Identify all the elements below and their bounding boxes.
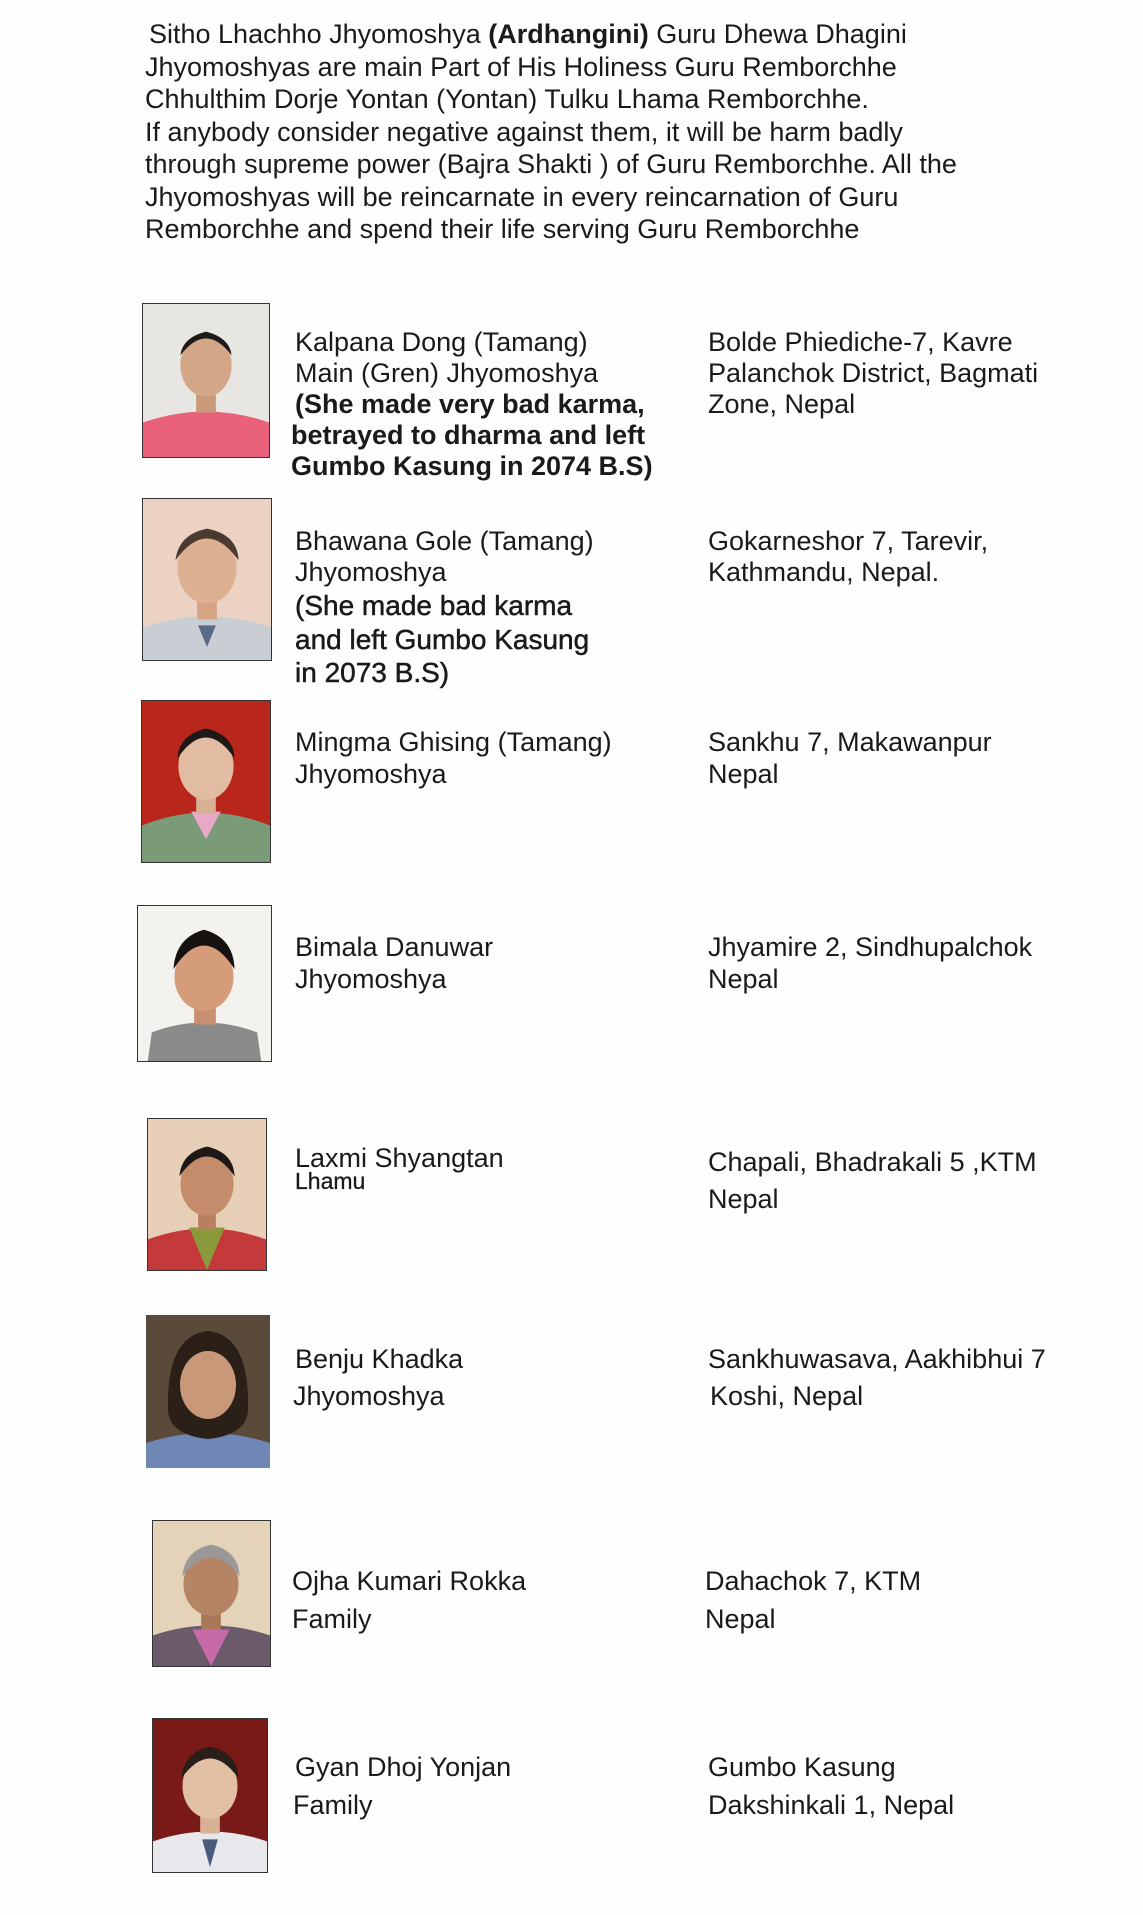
intro-line-2: Jhyomoshyas are main Part of His Holiness Guru Remborchhe (145, 51, 897, 82)
person-name-block (295, 1341, 675, 1415)
person-name-block (292, 1562, 672, 1638)
person-address-block (708, 726, 1128, 790)
person-name: Bhawana Gole (Tamang) (295, 526, 594, 556)
person-name-block (295, 526, 675, 689)
person-photo (152, 1520, 271, 1667)
person-name: Kalpana Dong (Tamang) (295, 327, 588, 357)
address-line: Bolde Phiediche-7, Kavre (708, 327, 1013, 357)
person-role: Lhamu (295, 1168, 366, 1194)
address-line: Dakshinkali 1, Nepal (708, 1790, 955, 1820)
address-line: Sankhu 7, Makawanpur (708, 727, 992, 757)
person-note-line: Gumbo Kasung in 2074 B.S) (291, 451, 653, 481)
intro-line-6: Jhyomoshyas will be reincarnate in every reincarnation of Guru (145, 181, 899, 212)
address-line: Nepal (708, 759, 779, 789)
person-role: Main (Gren) Jhyomoshya (295, 358, 599, 388)
person-photo (146, 1315, 270, 1468)
intro-line-4: If anybody consider negative against them, it will be harm badly (145, 116, 903, 147)
portrait-image (148, 1119, 266, 1270)
address-line: Nepal (705, 1604, 776, 1634)
person-photo (141, 700, 271, 863)
address-line: Gumbo Kasung (708, 1752, 896, 1782)
address-line: Dahachok 7, KTM (705, 1566, 922, 1596)
person-role: Family (292, 1604, 372, 1634)
address-line: Sankhuwasava, Aakhibhui 7 (708, 1344, 1046, 1374)
person-name: Mingma Ghising (Tamang) (295, 727, 612, 757)
address-line: Jhyamire 2, Sindhupalchok (708, 932, 1033, 962)
person-address-block (708, 1144, 1128, 1218)
portrait-image (143, 304, 269, 457)
portrait-image (143, 499, 271, 660)
person-address-block (708, 526, 1128, 588)
person-name: Bimala Danuwar (295, 932, 494, 962)
person-address-block (708, 1748, 1128, 1824)
person-name-block (291, 327, 675, 482)
address-line: Nepal (708, 964, 779, 994)
intro-line-7: Remborchhe and spend their life serving Guru Remborchhe (145, 214, 860, 244)
portrait-image (153, 1719, 267, 1872)
intro-line-1: Sitho Lhachho Jhyomoshya (Ardhangini) Guru Dhewa Dhagini (149, 19, 907, 49)
portrait-image (138, 906, 271, 1061)
person-photo (142, 303, 270, 458)
person-name: Ojha Kumari Rokka (292, 1566, 527, 1596)
intro-line-5: through supreme power (Bajra Shakti ) of Guru Remborchhe. All the (145, 149, 957, 179)
person-name-block (295, 1143, 675, 1194)
portrait-image (153, 1521, 270, 1666)
person-address-block (708, 1341, 1128, 1415)
person-photo (142, 498, 272, 661)
person-note-line: (She made very bad karma, (295, 389, 645, 419)
person-note-line: (She made bad karma (295, 590, 573, 621)
person-address-block (708, 327, 1128, 420)
person-role: Jhyomoshya (295, 759, 447, 789)
person-note-line: in 2073 B.S) (295, 657, 450, 688)
address-line: Palanchok District, Bagmati (708, 358, 1039, 388)
portrait-image (142, 701, 270, 862)
intro-paragraph (145, 18, 1045, 246)
person-role: Jhyomoshya (295, 557, 447, 587)
person-name-block (295, 726, 675, 790)
person-name: Laxmi Shyangtan (295, 1143, 504, 1173)
address-line: Kathmandu, Nepal. (708, 557, 940, 587)
address-line: Nepal (708, 1184, 779, 1214)
person-name: Gyan Dhoj Yonjan (295, 1752, 512, 1782)
address-line: Koshi, Nepal (710, 1381, 864, 1411)
address-line: Gokarneshor 7, Tarevir, (708, 526, 989, 556)
address-line: Zone, Nepal (708, 389, 856, 419)
person-role: Jhyomoshya (293, 1381, 445, 1411)
person-photo (147, 1118, 267, 1271)
person-note-line: and left Gumbo Kasung (295, 624, 590, 655)
person-name-block (295, 1748, 675, 1824)
intro-line-3: Chhulthim Dorje Yontan (Yontan) Tulku Lhama Remborchhe. (145, 84, 869, 114)
person-name: Benju Khadka (295, 1344, 464, 1374)
address-line: Chapali, Bhadrakali 5 ,KTM (708, 1147, 1037, 1177)
person-address-block (708, 931, 1128, 995)
person-note-line: betrayed to dharma and left (291, 420, 646, 450)
person-photo (152, 1718, 268, 1873)
portrait-image (146, 1315, 270, 1468)
person-role: Jhyomoshya (295, 964, 447, 994)
person-photo (137, 905, 272, 1062)
person-name-block (295, 931, 675, 995)
person-role: Family (293, 1790, 373, 1820)
person-address-block (705, 1562, 1125, 1638)
